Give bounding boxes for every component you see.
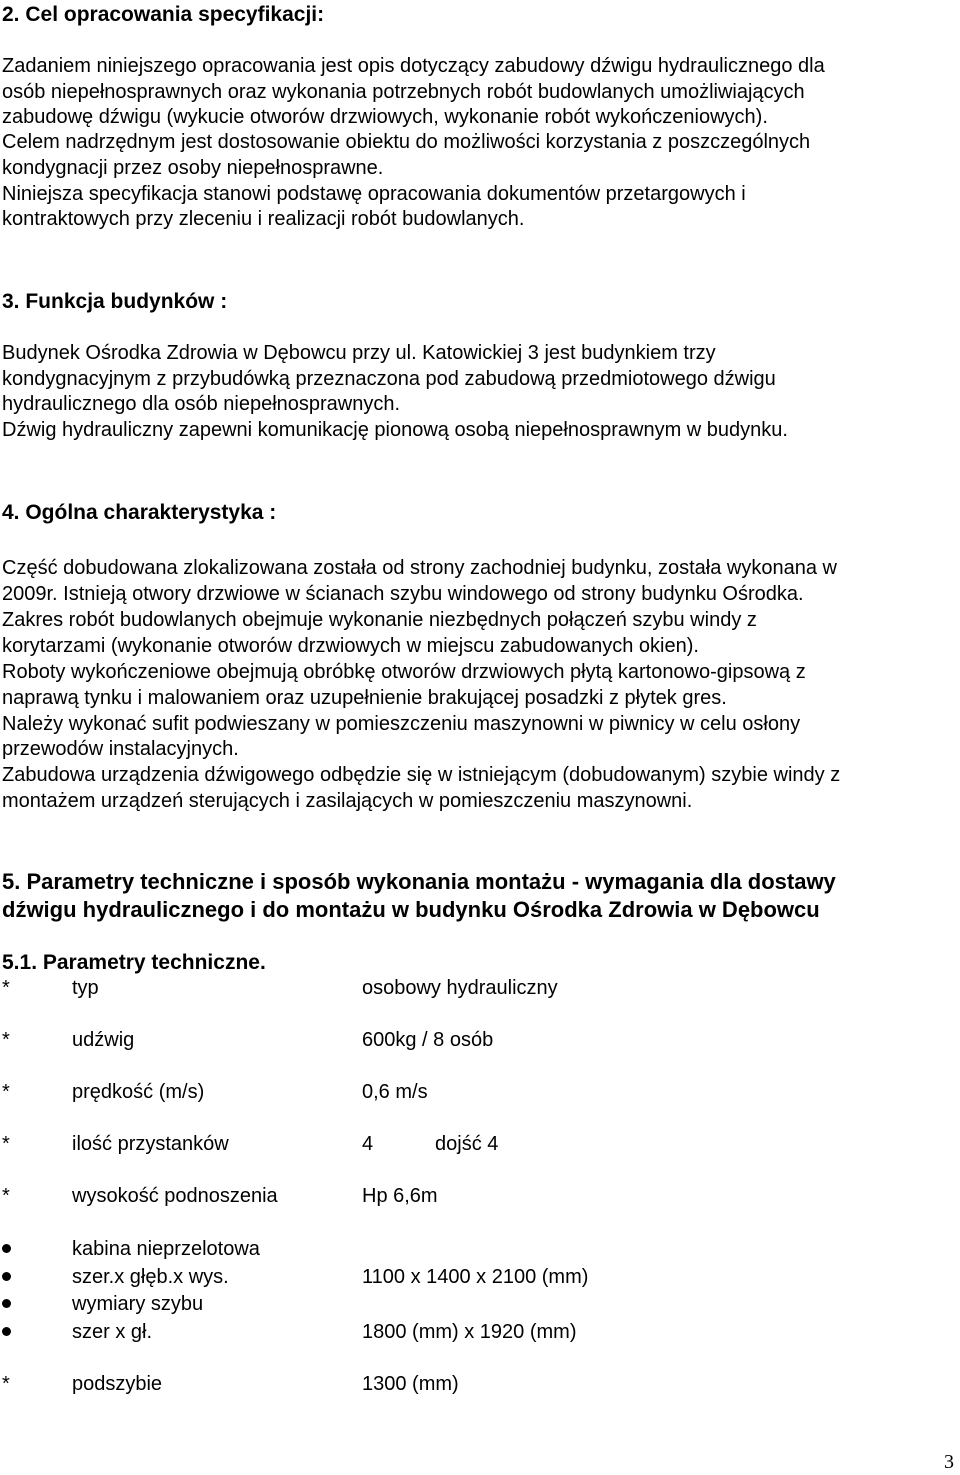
section-4-line: Część dobudowana zlokalizowana została od strony zachodniej budynku, została wykonana w bbox=[2, 557, 837, 579]
bullet-label: kabina nieprzelotowa bbox=[72, 1238, 260, 1260]
bullet-icon bbox=[2, 1272, 11, 1281]
param-value: 0,6 m/s bbox=[362, 1081, 428, 1103]
bullet-label: wymiary szybu bbox=[72, 1293, 204, 1315]
param-label: typ bbox=[72, 977, 99, 999]
section-4-line: naprawą tynku i malowaniem oraz uzupełnienie brakującej posadzki z płytek gres. bbox=[2, 687, 727, 709]
param-label: udźwig bbox=[72, 1029, 135, 1051]
section-4-line: montażem urządzeń sterujących i zasilających w pomieszczeniu maszynowni. bbox=[2, 790, 693, 812]
param-value: osobowy hydrauliczny bbox=[362, 977, 558, 999]
section-5-heading-line1: 5. Parametry techniczne i sposób wykonania montażu - wymagania dla dostawy bbox=[2, 869, 836, 894]
section-3-line: hydraulicznego dla osób niepełnosprawnych. bbox=[2, 393, 401, 415]
section-2-line: zabudowę dźwigu (wykucie otworów drzwiowych, wykonanie robót wykończeniowych). bbox=[2, 106, 768, 128]
section-2-heading: 2. Cel opracowania specyfikacji: bbox=[2, 3, 325, 26]
section-3-heading: 3. Funkcja budynków : bbox=[2, 290, 228, 313]
section-3-line: Dźwig hydrauliczny zapewni komunikację pionową osobą niepełnosprawnym w budynku. bbox=[2, 419, 788, 441]
row-star: * bbox=[2, 1185, 10, 1207]
section-4-line: przewodów instalacyjnych. bbox=[2, 738, 239, 760]
bullet-icon bbox=[2, 1244, 11, 1253]
section-2-line: Zadaniem niniejszego opracowania jest opis dotyczący zabudowy dźwigu hydraulicznego dla bbox=[2, 55, 825, 77]
param-label: wysokość podnoszenia bbox=[72, 1185, 278, 1207]
bullet-label: szer.x głęb.x wys. bbox=[72, 1266, 229, 1288]
param-value: 1300 (mm) bbox=[362, 1373, 459, 1395]
row-star: * bbox=[2, 1133, 10, 1155]
section-4-line: Roboty wykończeniowe obejmują obróbkę otworów drzwiowych płytą kartonowo-gipsową z bbox=[2, 661, 806, 683]
param-label: podszybie bbox=[72, 1373, 163, 1395]
section-3-line: kondygnacyjnym z przybudówką przeznaczona pod zabudową przedmiotowego dźwigu bbox=[2, 368, 776, 390]
row-star: * bbox=[2, 1029, 10, 1051]
row-star: * bbox=[2, 977, 10, 999]
param-value: 4 bbox=[362, 1133, 374, 1155]
param-label: prędkość (m/s) bbox=[72, 1081, 205, 1103]
param-value: Hp 6,6m bbox=[362, 1185, 438, 1207]
section-4-line: 2009r. Istnieją otwory drzwiowe w ścianach szybu windowego od strony budynku Ośrodka. bbox=[2, 583, 804, 605]
param-extra: dojść 4 bbox=[435, 1133, 499, 1155]
section-4-line: Zabudowa urządzenia dźwigowego odbędzie się w istniejącym (dobudowanym) szybie windy z bbox=[2, 764, 841, 786]
param-value: 600kg / 8 osób bbox=[362, 1029, 494, 1051]
section-2-line: Niniejsza specyfikacja stanowi podstawę opracowania dokumentów przetargowych i bbox=[2, 183, 746, 205]
bullet-value: 1100 x 1400 x 2100 (mm) bbox=[362, 1266, 589, 1288]
bullet-label: szer x gł. bbox=[72, 1321, 153, 1343]
section-4-heading: 4. Ogólna charakterystyka : bbox=[2, 501, 277, 524]
section-4-line: Zakres robót budowlanych obejmuje wykonanie niezbędnych połączeń szybu windy z bbox=[2, 609, 757, 631]
section-5-1-heading: 5.1. Parametry techniczne. bbox=[2, 951, 266, 974]
row-star: * bbox=[2, 1373, 10, 1395]
section-4-line: korytarzami (wykonanie otworów drzwiowych w miejscu zabudowanych okien). bbox=[2, 635, 699, 657]
section-5-heading-line2: dźwigu hydraulicznego i do montażu w budynku Ośrodka Zdrowia w Dębowcu bbox=[2, 897, 820, 922]
page-number: 3 bbox=[944, 1451, 954, 1473]
section-2-line: kondygnacji przez osoby niepełnosprawne. bbox=[2, 157, 384, 179]
section-4-line: Należy wykonać sufit podwieszany w pomieszczeniu maszynowni w piwnicy w celu osłony bbox=[2, 713, 801, 735]
section-2-line: Celem nadrzędnym jest dostosowanie obiektu do możliwości korzystania z poszczególnych bbox=[2, 131, 811, 153]
section-3-line: Budynek Ośrodka Zdrowia w Dębowcu przy ul. Katowickiej 3 jest budynkiem trzy bbox=[2, 342, 716, 364]
section-2-line: osób niepełnosprawnych oraz wykonania potrzebnych robót budowlanych umożliwiających bbox=[2, 81, 805, 103]
bullet-icon bbox=[2, 1299, 11, 1308]
row-star: * bbox=[2, 1081, 10, 1103]
section-2-line: kontraktowych przy zleceniu i realizacji robót budowlanych. bbox=[2, 208, 525, 230]
bullet-value: 1800 (mm) x 1920 (mm) bbox=[362, 1321, 577, 1343]
param-label: ilość przystanków bbox=[72, 1133, 229, 1155]
bullet-icon bbox=[2, 1327, 11, 1336]
